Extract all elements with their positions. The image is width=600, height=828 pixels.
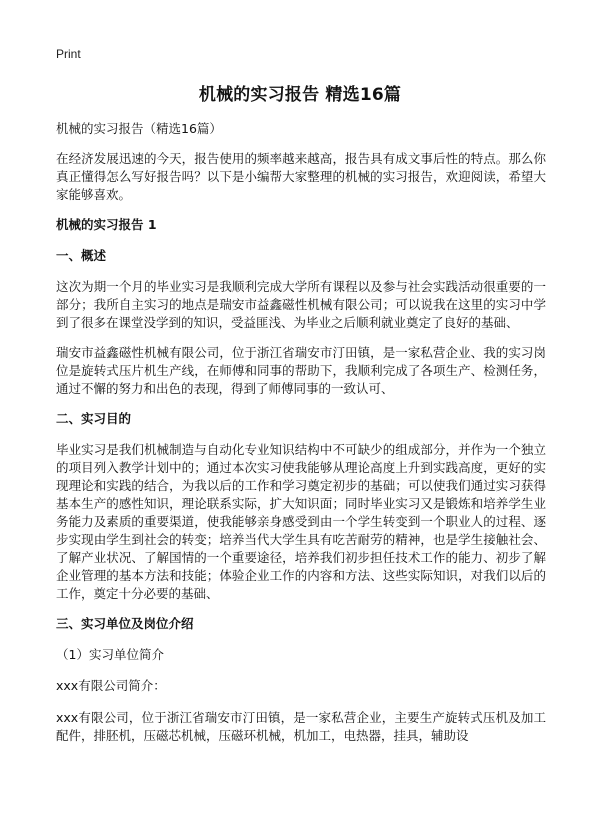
print-link[interactable]: Print (56, 47, 81, 61)
section-heading-overview: 一、概述 (56, 248, 107, 263)
overview-paragraph-1: 这次为期一个月的毕业实习是我顺利完成大学所有课程以及参与社会实践活动很重要的一部分；我所自主实习的地点是瑞安市益鑫磁性机械有限公司；可以说我在这里的实习中学到了很多在课堂没学到的知识，受益匪浅、为毕业之后顺利就业奠定了良好的基础、 (56, 279, 546, 330)
intro-paragraph: 在经济发展迅速的今天，报告使用的频率越来越高，报告具有成文事后性的特点。那么你真正懂得怎么写好报告吗？以下是小编帮大家整理的机械的实习报告，欢迎阅读，希望大家能够喜欢。 (56, 151, 546, 202)
company-subsection-label: （1）实习单位简介 (56, 647, 164, 662)
company-intro-label: xxx有限公司简介： (56, 678, 166, 693)
overview-paragraph-2: 瑞安市益鑫磁性机械有限公司，位于浙江省瑞安市汀田镇，是一家私营企业、我的实习岗位是旋转式压片机生产线，在师傅和同事的帮助下，我顺利完成了各项生产、检测任务，通过不懈的努力和出色的表现，得到了师傅同事的一致认可、 (56, 345, 546, 396)
document-title: 机械的实习报告 精选16篇 (198, 85, 402, 105)
section-heading-company: 三、实习单位及岗位介绍 (56, 616, 194, 631)
document-subtitle: 机械的实习报告（精选16篇） (56, 121, 222, 136)
purpose-paragraph: 毕业实习是我们机械制造与自动化专业知识结构中不可缺少的组成部分，并作为一个独立的项目列入教学计划中的；通过本次实习使我能够从理论高度上升到实践高度，更好的实现理论和实践的结合，为我以后的工作和学习奠定初步的基础；可以使我们通过实习获得基本生产的感性知识，理论联系实际，扩大知识面；同时毕业实习又是锻炼和培养学生业务能力及素质的重要渠道，使我能够亲身感受到由一个学生转变到一个职业人的过程、逐步实现由学生到社会的转变；培养当代大学生具有吃苦耐劳的精神，也是学生接触社会、了解产业状况、了解国情的一个重要途径，培养我们初步担任技术工作的能力、初步了解企业管理的基本方法和技能；体验企业工作的内容和方法、这些实际知识，对我们以后的工作，奠定十分必要的基础、 (56, 442, 546, 601)
report-heading: 机械的实习报告 1 (56, 217, 157, 232)
company-intro-paragraph: xxx有限公司，位于浙江省瑞安市汀田镇，是一家私营企业，主要生产旋转式压机及加工配件，排胚机，压磁芯机械，压磁环机械，机加工，电热器，挂具，辅助设 (56, 710, 546, 743)
document-body (56, 120, 546, 757)
section-heading-purpose: 二、实习目的 (56, 411, 132, 426)
